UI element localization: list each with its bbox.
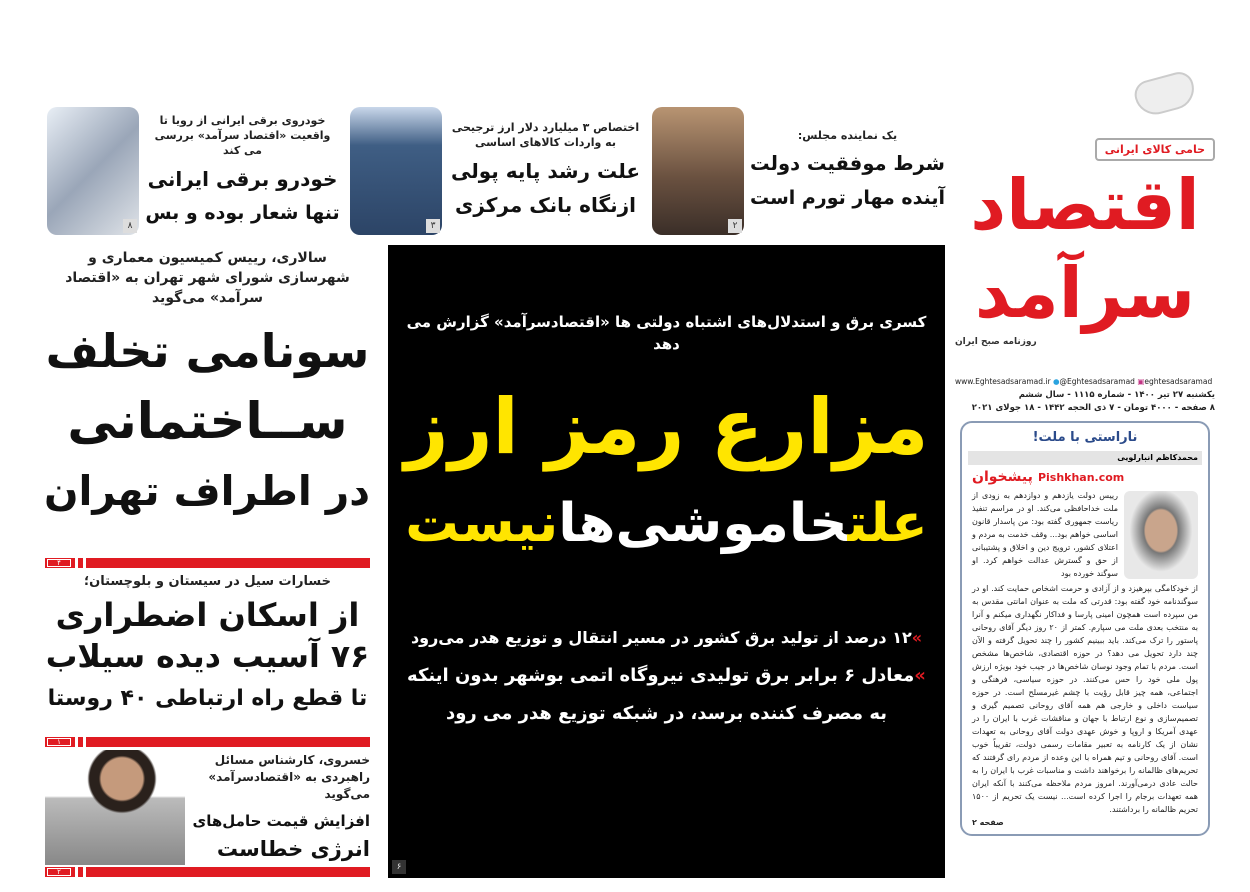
- top-story-kicker: یک نماینده مجلس:: [797, 128, 898, 142]
- left-story-kicker: خسارات سیل در سیستان و بلوچستان؛: [83, 574, 332, 589]
- page-number: ۸: [123, 219, 137, 233]
- left-story-1[interactable]: [45, 248, 370, 554]
- author-photo: [1124, 491, 1198, 579]
- top-story-3[interactable]: [45, 105, 340, 237]
- page-number: ۱: [47, 738, 71, 746]
- editorial-page-ref: صفحه ۲: [972, 818, 1004, 827]
- issue-info: [955, 389, 1215, 415]
- telegram-handle[interactable]: @Eghtesadsaramad: [1059, 377, 1135, 386]
- main-story-kicker: کسری برق و استدلال‌های اشتباه دولتی ها «اقتصادسرآمد» گزارش می دهد: [406, 313, 927, 353]
- left-story-kicker: خسروی، کارشناس مسائل راهبردی به «اقتصادسرآمد» می‌گوید: [208, 753, 370, 801]
- watermark-text: پیشخوان: [972, 469, 1033, 485]
- top-story-kicker: خودروی برقی ایرانی از رویا تا واقعیت «اقتصاد سرآمد» بررسی می کند: [154, 113, 331, 157]
- left-story-headline: افزایش قیمت حامل‌های انرژی خطاست: [192, 812, 370, 861]
- page-number: ۶: [392, 860, 406, 874]
- page-number: ۴: [47, 559, 71, 567]
- editorial-text-continued: از خودکامگی بپرهیزد و از آزادی و حرمت اشخاص حمایت کند. او در سوگندنامه خود گفته بود: قدرتی که ملت به عنوان امانتی مقدس به من سپرده است همچون امینی پارسا و فداکار نگهداری میکنم و آنرا به منتخب بعدی ملت می سپارم. کمتر از ۲۰ روز دیگر آقای روحانی پاستور را ترک می‌کند. باید ببینیم کشور را چند تحویل گرفته و الآن چند دارد تحویل می دهد؟ در حوزه اقتصادی، شاخص‌ها مشخص است. مردم با تمام وجود نوسان شاخص‌ها در جیب خود بویژه ارزش پول ملی خود را حس می‌کنند. در حوزه سیاسی، فرهنگی و اجتماعی، همه چیز قابل رؤیت با چشم غیرمسلح است. در حوزه سیاست داخلی و خارجی هم همه آقای روحانی تصمیم گیری و تصمیم‌سازی و نوع ارتباط با جهان و مناقشات غرب با ایران را در عهدی آمریکا و اروپا و خوش عهدی دولت آقای روحانی به تعهدات نشان از یک کارنامه به تعبیر مقامات رسمی دولت، تقریباً خوب است. آقای روحانی و تیم همراه با این وعده از مردم رای گرفتند که تحریم‌های ظالمانه را برخواهند داشت و مناسبات غرب با ایران را به حالت عادی درمی‌آورند. امروز مردم ملاحظه می‌کنند با آنکه ایران همه تعهدات برجام را اجرا کرده است... نیست یک تحریم از ۱۵۰۰ تحریم ظالمانه را برداشتند.: [972, 584, 1198, 814]
- slogan-badge: حامی کالای ایرانی: [1095, 138, 1215, 161]
- section-divider: [45, 867, 370, 877]
- central-bank-photo: [350, 107, 442, 235]
- pishkhan-watermark: [972, 467, 1198, 487]
- main-story[interactable]: [388, 245, 945, 878]
- left-story-3[interactable]: [45, 750, 370, 865]
- left-story-headline: سونامی تخلف ســاختمانی در اطراف تهران: [43, 324, 370, 515]
- top-story-2[interactable]: [348, 105, 643, 237]
- top-story-headline: علت رشد پایه پولی ازنگاه بانک مرکزی: [450, 159, 641, 217]
- main-story-subheadline: علتخاموشی‌هانیست: [405, 491, 928, 554]
- section-divider: [45, 737, 370, 747]
- khosravi-portrait-photo: [45, 750, 185, 865]
- editorial-title: ناراستی با ملت!: [1032, 430, 1138, 445]
- left-story-kicker: سالاری، رییس کمیسیون معماری و شهرسازی شورای شهر تهران به «اقتصاد سرآمد» می‌گوید: [65, 250, 350, 306]
- top-story-headline: خودرو برقی ایرانی تنها شعار بوده و بس: [145, 166, 340, 224]
- masthead: [955, 72, 1215, 372]
- left-story-headline: از اسکان اضطراری ۷۶ آسیب دیده سیلاب تا قطع راه ارتباطی ۴۰ روستا: [45, 596, 370, 711]
- main-story-headline: مزارع رمز ارز: [404, 383, 929, 472]
- page-number: ۲: [47, 868, 71, 876]
- top-story-kicker: اختصاص ۳ میلیارد دلار ارز ترجیحی به واردات کالاهای اساسی: [451, 121, 640, 149]
- mask-graphic: [1131, 69, 1198, 119]
- author-bar: [968, 451, 1202, 465]
- instagram-icon: ▣: [1137, 377, 1145, 386]
- left-story-2[interactable]: [45, 573, 370, 733]
- main-story-bullets: »۱۲ درصد از تولید برق کشور در مسیر انتقال و توزیع هدر می‌رود »معادل ۶ برابر برق تولیدی نیروگاه اتمی بوشهر بدون اینکه به مصرف کننده برسد، در شبکه توزیع هدر می رود: [407, 628, 926, 724]
- top-story-1[interactable]: [650, 105, 945, 237]
- page-number: ۲: [728, 219, 742, 233]
- instagram-handle[interactable]: eghtesadsaramad: [1144, 377, 1213, 386]
- left-story-3-text: [189, 750, 370, 865]
- social-line: [955, 376, 1215, 387]
- electric-car-photo: [47, 107, 139, 235]
- bullet-icon: »: [911, 628, 923, 647]
- issue-date-number: یکشنبه ۲۷ تیر ۱۴۰۰ - شماره ۱۱۱۵ - سال ششم: [1018, 390, 1215, 400]
- editorial-box[interactable]: [960, 421, 1210, 836]
- website-link[interactable]: www.Eghtesadsaramad.ir: [955, 377, 1051, 386]
- page-number: ۳: [426, 219, 440, 233]
- masthead-logo: اقتصاد سرآمد: [970, 163, 1200, 334]
- telegram-icon: ●: [1052, 377, 1060, 386]
- editorial-text: رییس دولت یازدهم و دوازدهم به زودی از ملت خداحافظی می‌کند. او در مراسم تنفیذ ریاست جمهوری گفته بود: من پاسدار قانون اساسی خواهم بود... وقف خدمت به مردم و اعتلای کشور، ترویج دین و اخلاق و پشتیبانی از حق و گسترش عدالت خواهم کرد. او سوگند خورده بود: [972, 491, 1118, 578]
- top-story-headline: شرط موفقیت دولت آینده مهار تورم است: [749, 151, 945, 209]
- bullet-icon: »: [914, 665, 926, 686]
- section-divider: [45, 558, 370, 568]
- pishkhan-url: Pishkhan.com: [1037, 471, 1125, 484]
- author-name: محمدکاظم انبارلویی: [1117, 453, 1198, 462]
- issue-price-pages: ۸ صفحه - ۴۰۰۰ تومان - ۷ ذی الحجه ۱۴۴۲ - ۱۸ جولای ۲۰۲۱: [971, 403, 1215, 413]
- masthead-subtitle: روزنامه صبح ایران: [955, 336, 1037, 347]
- right-column: [955, 72, 1215, 836]
- mp-portrait-photo: [652, 107, 744, 235]
